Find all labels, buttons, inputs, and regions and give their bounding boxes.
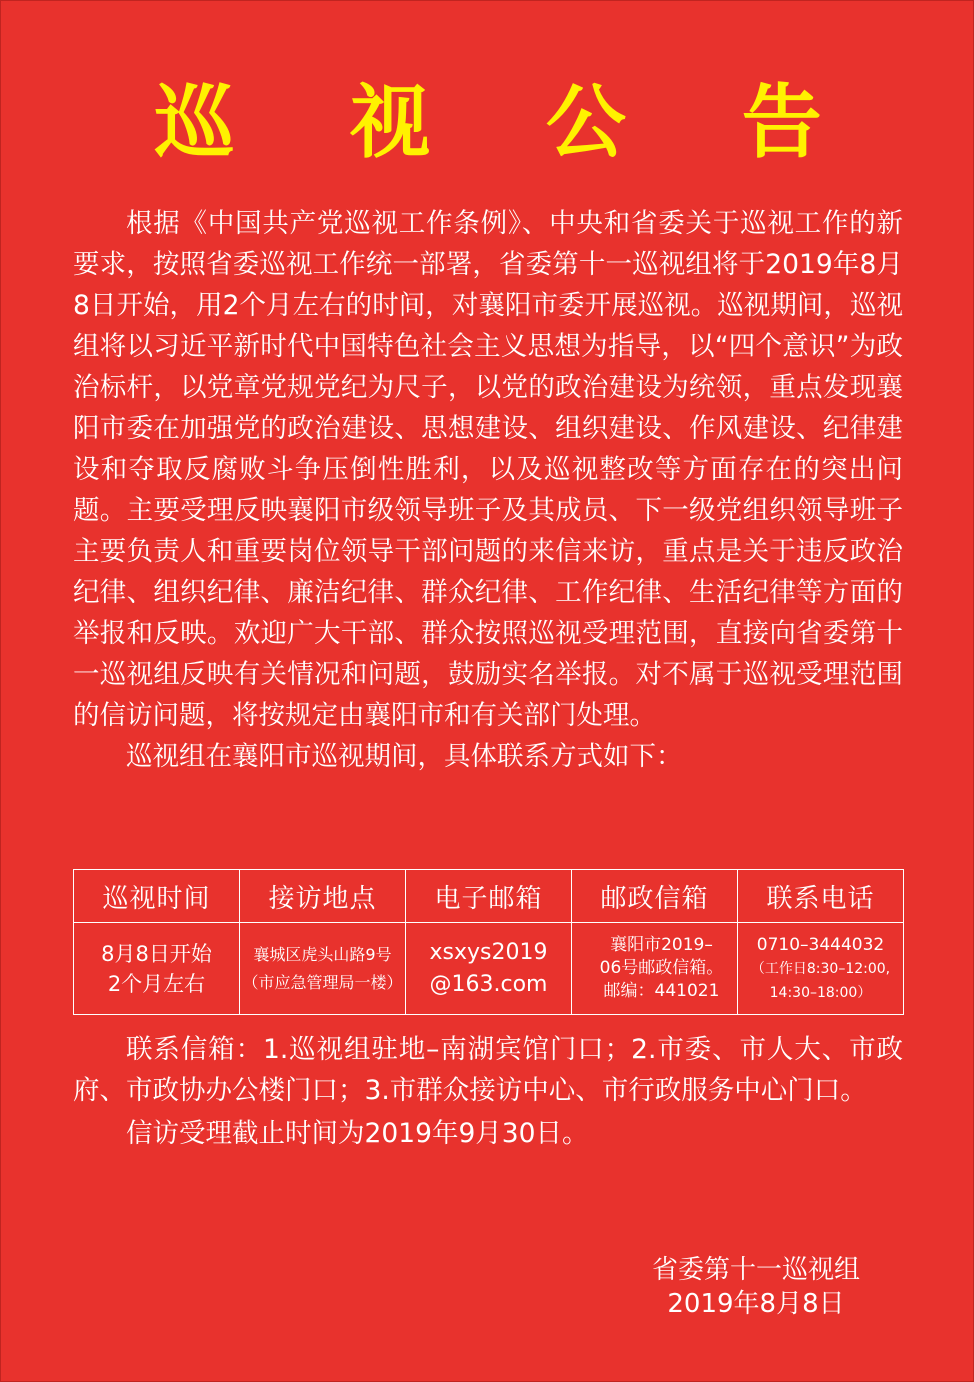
phone-line-2: （工作日8:30–12:00, bbox=[750, 960, 891, 977]
phone-line-1: 0710–3444032 bbox=[756, 934, 885, 955]
paragraph-deadline: 信访受理截止时间为2019年9月30日。 bbox=[126, 1118, 589, 1149]
header-time: 巡视时间 bbox=[74, 870, 240, 923]
header-phone: 联系电话 bbox=[738, 870, 904, 923]
paragraph-main: 根据《中国共产党巡视工作条例》、中央和省委关于巡视工作的新要求，按照省委巡视工作统一部署，省委第十一巡视组将于2019年8月8日开始，用2个月左右的时间，对襄阳市委开展巡视。巡视期间，巡视组将以习近平新时代中国特色社会主义思想为指导，以“四个意识”为政治标杆，以党章党规党纪为尺子，以党的政治建设为统领，重点发现襄阳市委在加强党的政治建设、思想建设、组织建设、作风建设、纪律建设和夺取反腐败斗争压倒性胜利，以及巡视整改等方面存在的突出问题。主要受理反映襄阳市级领导班子及其成员、下一级党组织领导班子主要负责人和重要岗位领导干部问题的来信来访，重点是关于违反政治纪律、组织纪律、廉洁纪律、群众纪律、工作纪律、生活纪律等方面的举报和反映。欢迎广大干部、群众按照巡视受理范围，直接向省委第十一巡视组反映有关情况和问题，鼓励实名举报。对不属于巡视受理范围的信访问题，将按规定由襄阳市和有关部门处理。 bbox=[73, 208, 903, 731]
signature-block bbox=[621, 1253, 891, 1321]
header-email: 电子邮箱 bbox=[406, 870, 572, 923]
signature-date: 2019年8月8日 bbox=[667, 1289, 845, 1319]
postbox-line-1: 襄阳市2019– bbox=[610, 935, 713, 955]
page-title: 巡 视 公 告 bbox=[154, 76, 866, 169]
cell-phone bbox=[738, 923, 904, 1015]
paragraph-mailboxes: 联系信箱：1.巡视组驻地–南湖宾馆门口；2.市委、市人大、市政府、市政协办公楼门口；3.市群众接访中心、市行政服务中心门口。 bbox=[73, 1034, 903, 1106]
phone-line-3: 14:30–18:00） bbox=[769, 984, 872, 1001]
time-line-1: 8月8日开始 bbox=[101, 941, 212, 966]
time-line-2: 2个月左右 bbox=[107, 971, 206, 996]
header-address: 接访地点 bbox=[240, 870, 406, 923]
cell-time bbox=[74, 923, 240, 1015]
contact-table bbox=[73, 869, 904, 1015]
address-line-1: 襄城区虎头山路9号 bbox=[253, 944, 392, 964]
contact-table-row bbox=[74, 923, 904, 1015]
header-postbox: 邮政信箱 bbox=[572, 870, 738, 923]
cell-email bbox=[406, 923, 572, 1015]
address-line-2: （市应急管理局一楼） bbox=[242, 972, 403, 992]
paragraph-contact-intro: 巡视组在襄阳市巡视期间，具体联系方式如下： bbox=[126, 741, 683, 772]
postbox-line-3: 邮编：441021 bbox=[603, 981, 720, 1001]
signature-org: 省委第十一巡视组 bbox=[651, 1255, 860, 1285]
announcement-body bbox=[73, 203, 903, 777]
postbox-line-2: 06号邮政信箱。 bbox=[599, 958, 724, 978]
cell-postbox bbox=[572, 923, 738, 1015]
email-line-2: @163.com bbox=[429, 971, 548, 997]
email-line-1: xsxys2019 bbox=[429, 939, 548, 965]
contact-table-header-row bbox=[74, 870, 904, 923]
cell-address bbox=[240, 923, 406, 1015]
announcement-body-lower bbox=[73, 1029, 903, 1154]
